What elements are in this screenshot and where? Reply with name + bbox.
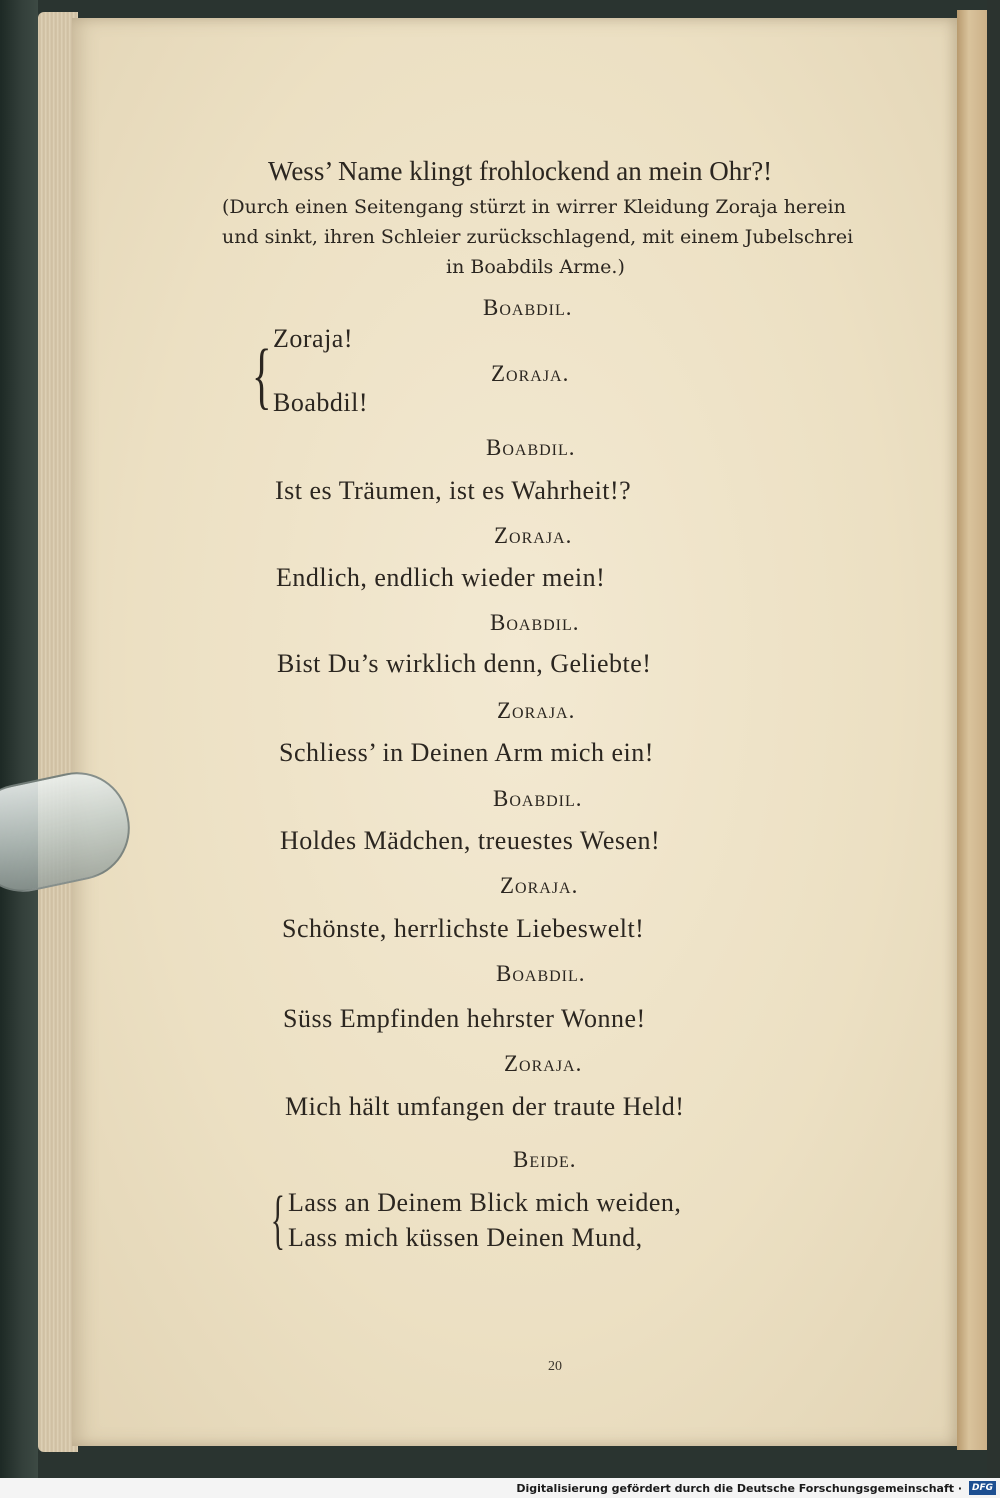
book-cover-right — [987, 0, 1000, 1478]
speaker-name: Boabdil. — [490, 610, 580, 635]
speaker-name: Zoraja. — [504, 1051, 583, 1076]
speaker-name: Zoraja. — [494, 523, 573, 548]
speaker-name: Zoraja. — [500, 873, 579, 898]
page-stack-right — [957, 10, 987, 1450]
verse-line: Schönste, herrlichste Liebeswelt! — [282, 914, 645, 943]
verse-line: Zoraja! — [273, 324, 354, 353]
duet-brace: { — [270, 1183, 285, 1256]
verse-line: Lass an Deinem Blick mich weiden, — [288, 1188, 682, 1217]
verse-line: Boabdil! — [273, 388, 368, 417]
stage-direction-line-1: (Durch einen Seitengang stürzt in wirrer Kleidung Zoraja herein — [222, 196, 846, 218]
stage-direction-line-2: und sinkt, ihren Schleier zurückschlagend, mit einem Jubelschrei — [222, 226, 854, 248]
speaker-name: Boabdil. — [486, 435, 576, 460]
speaker-name: Boabdil. — [496, 961, 586, 986]
opening-line: Wess’ Name klingt frohlockend an mein Ohr?! — [268, 156, 773, 186]
speaker-name: Boabdil. — [493, 786, 583, 811]
speaker-name: Zoraja. — [491, 361, 570, 386]
verse-line: Mich hält umfangen der traute Held! — [285, 1092, 685, 1121]
verse-line: Bist Du’s wirklich denn, Geliebte! — [277, 649, 652, 678]
digitization-footer — [0, 1478, 1000, 1498]
speaker-name: Beide. — [513, 1147, 577, 1172]
page-number: 20 — [548, 1359, 562, 1374]
speaker-name: Zoraja. — [497, 698, 576, 723]
verse-line: Schliess’ in Deinen Arm mich ein! — [279, 738, 654, 767]
book-cover-left — [0, 0, 38, 1478]
dfg-logo: DFG — [969, 1481, 996, 1495]
verse-line: Süss Empfinden hehrster Wonne! — [283, 1004, 646, 1033]
verse-line: Holdes Mädchen, treuestes Wesen! — [280, 826, 661, 855]
speaker-name: Boabdil. — [483, 295, 573, 320]
footer-credit: Digitalisierung gefördert durch die Deutsche Forschungsgemeinschaft · — [516, 1482, 962, 1495]
stage-direction-line-3: in Boabdils Arme.) — [446, 256, 625, 278]
verse-line: Endlich, endlich wieder mein! — [276, 563, 606, 592]
verse-line: Lass mich küssen Deinen Mund, — [288, 1223, 643, 1252]
verse-line: Ist es Träumen, ist es Wahrheit!? — [275, 476, 632, 505]
duet-brace: { — [251, 335, 272, 417]
